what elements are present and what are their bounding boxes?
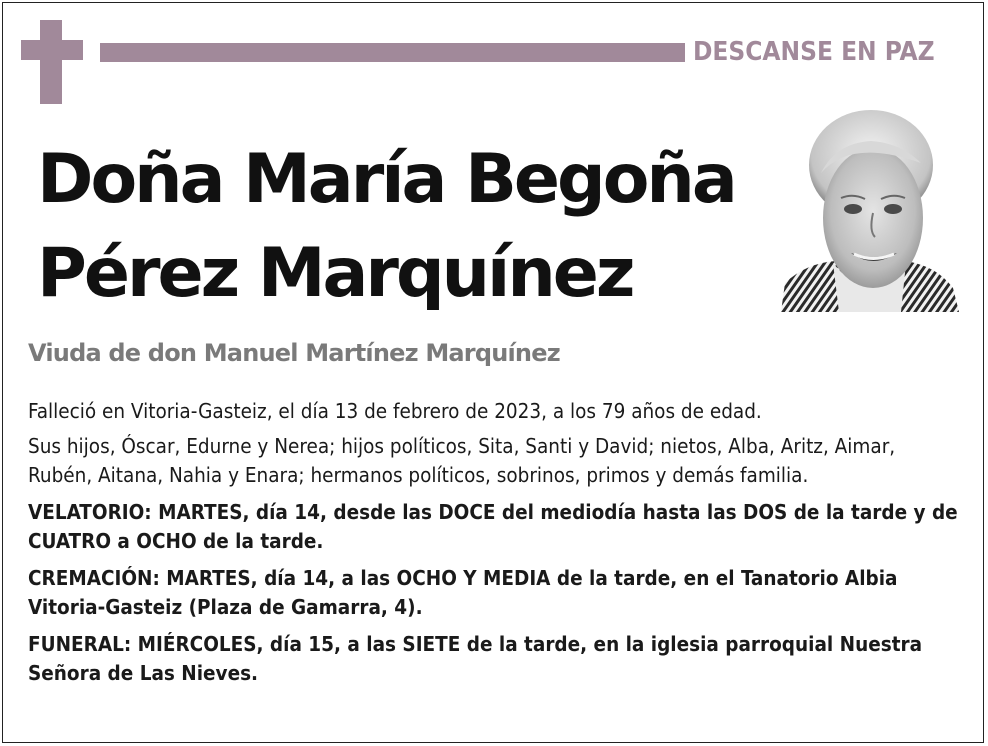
notice-body [28, 397, 963, 696]
funeral-paragraph: FUNERAL: MIÉRCOLES, día 15, a las SIETE de la tarde, en la iglesia parroquial Nuestra Señora de Las Nieves. [28, 632, 923, 685]
name-line-2: Pérez Marquínez [37, 234, 633, 313]
cremacion-paragraph: CREMACIÓN: MARTES, día 14, a las OCHO Y MEDIA de la tarde, en el Tanatorio Albia Vitoria-Gasteiz (Plaza de Gamarra, 4). [28, 566, 898, 619]
widow-of-line: Viuda de don Manuel Martínez Marquínez [28, 339, 560, 367]
cross-icon [40, 20, 62, 104]
deceased-name [37, 133, 767, 321]
name-line-1: Doña María Begoña [37, 140, 735, 219]
death-paragraph: Falleció en Vitoria-Gasteiz, el día 13 de febrero de 2023, a los 79 años de edad. [28, 399, 762, 423]
header-bar [100, 43, 685, 62]
velatorio-paragraph: VELATORIO: MARTES, día 14, desde las DOCE del mediodía hasta las DOS de la tarde y de CUATRO a OCHO de la tarde. [28, 500, 958, 553]
rest-in-peace-label: DESCANSE EN PAZ [693, 37, 935, 67]
family-paragraph: Sus hijos, Óscar, Edurne y Nerea; hijos políticos, Sita, Santi y David; nietos, Alba, Aritz, Aimar, Rubén, Aitana, Nahia y Enara; hermanos políticos, sobrinos, primos y demás familia. [28, 434, 896, 487]
obituary-card [2, 2, 984, 743]
cross-icon-bar [21, 40, 83, 60]
portrait-photo [781, 103, 959, 312]
